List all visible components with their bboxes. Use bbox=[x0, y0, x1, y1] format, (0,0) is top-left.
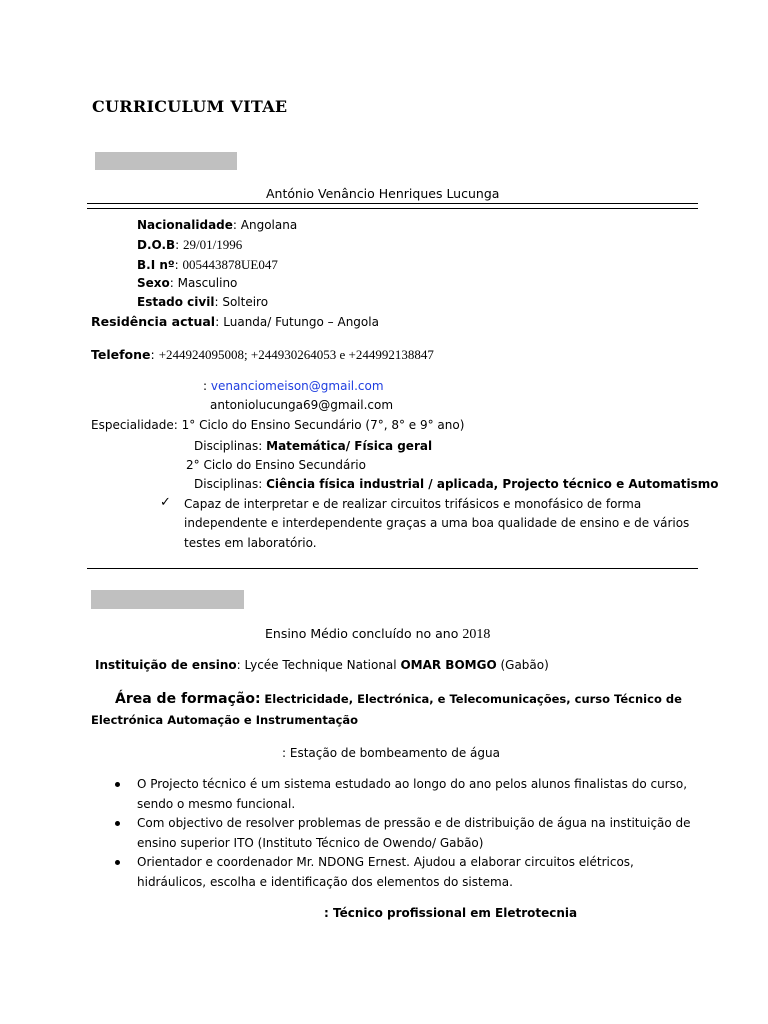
list-item: sendo o mesmo funcional. bbox=[137, 797, 296, 811]
disciplines-row-1: Disciplinas: Matemática/ Física geral bbox=[194, 439, 433, 453]
institution-row: Instituição de ensino: Lycée Technique National OMAR BOMGO (Gabão) bbox=[95, 658, 549, 672]
residence-row: Residência actual: Luanda/ Futungo – Angola bbox=[91, 314, 379, 329]
cycle2-row: 2° Ciclo do Ensino Secundário bbox=[186, 458, 366, 472]
area-row: Área de formação: Electricidade, Electrónica, e Telecomunicações, curso Técnico de bbox=[115, 691, 682, 707]
list-item: hidráulicos, escolha e identificação dos elementos do sistema. bbox=[137, 875, 513, 889]
bullet-icon bbox=[115, 821, 120, 826]
email-link-primary[interactable]: venanciomeison@gmail.com bbox=[210, 379, 384, 393]
disciplines-row-2: Disciplinas: Ciência física industrial / aplicada, Projecto técnico e Automatismo bbox=[194, 477, 719, 491]
list-item: O Projecto técnico é um sistema estudado ao longo do ano pelos alunos finalistas do curso, bbox=[137, 777, 688, 791]
full-name: António Venâncio Henriques Lucunga bbox=[266, 186, 500, 201]
sex-row: Sexo: Masculino bbox=[137, 276, 238, 290]
list-item: Orientador e coordenador Mr. NDONG Ernest. Ajudou a elaborar circuitos elétricos, bbox=[137, 855, 634, 869]
email-secondary: antoniolucunga69@gmail.com bbox=[210, 398, 394, 412]
specialty-row: Especialidade: 1° Ciclo do Ensino Secundário (7°, 8° e 9° ano) bbox=[91, 418, 465, 432]
civil-row: Estado civil: Solteiro bbox=[137, 295, 269, 309]
redacted-section-heading bbox=[91, 590, 244, 609]
list-item: ensino superior ITO (Instituto Técnico de Owendo/ Gabão) bbox=[137, 836, 484, 850]
skill-line: independente e interdependente graças a uma boa qualidade de ensino e de vários bbox=[184, 516, 690, 530]
education-completed: Ensino Médio concluído no ano 2018 bbox=[265, 626, 491, 642]
dob-row: D.O.B: 29/01/1996 bbox=[137, 237, 243, 252]
id-row: B.I nº: 005443878UE047 bbox=[137, 257, 278, 272]
bullet-icon bbox=[115, 782, 120, 787]
project-title: : Estação de bombeamento de água bbox=[282, 746, 500, 760]
profession-title: : Técnico profissional em Eletrotecnia bbox=[324, 906, 578, 920]
nationality-row: Nacionalidade: Angolana bbox=[137, 218, 298, 232]
list-item: Com objectivo de resolver problemas de pressão e de distribuição de água na instituição de bbox=[137, 816, 691, 830]
divider bbox=[87, 568, 698, 569]
document-title: CURRICULUM VITAE bbox=[92, 97, 288, 116]
bullet-icon bbox=[115, 860, 120, 865]
phone-row: Telefone: +244924095008; +244930264053 e +244992138847 bbox=[91, 347, 434, 362]
divider bbox=[87, 203, 698, 204]
redacted-section-heading bbox=[95, 152, 237, 170]
area-row-cont: Electrónica Automação e Instrumentação bbox=[91, 713, 359, 727]
divider bbox=[87, 208, 698, 209]
checkmark-icon: ✓ bbox=[160, 495, 171, 510]
skill-line: testes em laboratório. bbox=[184, 536, 317, 550]
skill-line: Capaz de interpretar e de realizar circuitos trifásicos e monofásico de forma bbox=[184, 497, 642, 511]
email-row: : venanciomeison@gmail.com bbox=[203, 379, 384, 393]
